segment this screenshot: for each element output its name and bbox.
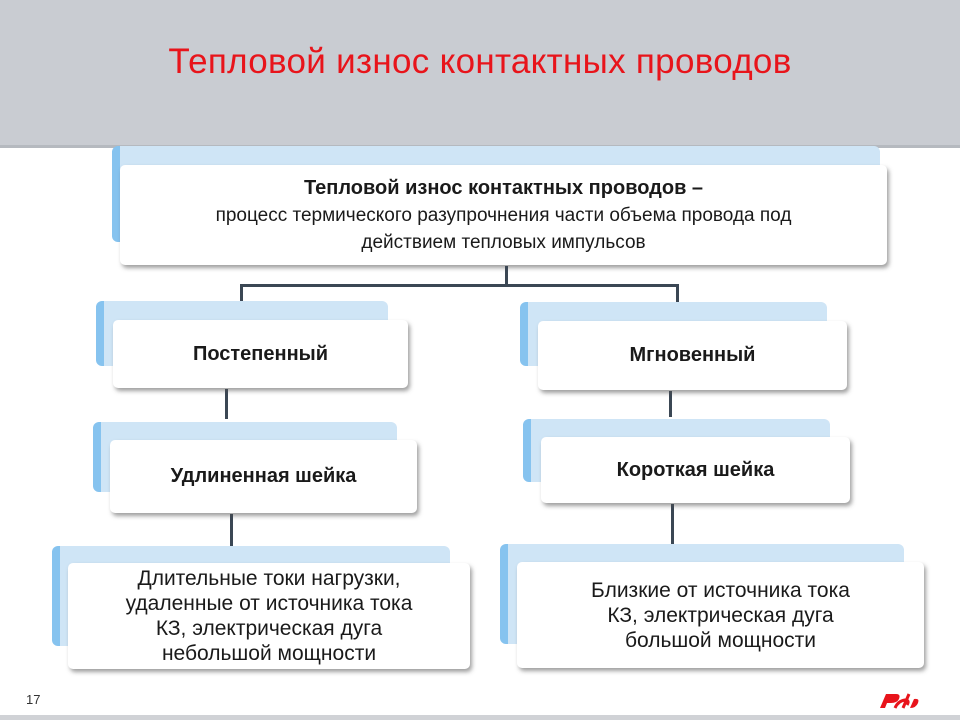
connector-right-drop [676,284,679,302]
connector-left-form-to-cause [230,514,233,546]
left-form-box [110,440,417,513]
left-form-label: Удлиненная шейка [170,465,357,487]
rzd-logo-icon [876,690,924,717]
slide-title: Тепловой износ контактных проводов [168,42,792,81]
right-type-box [538,321,847,390]
right-cause-line-3: большой мощности [624,628,817,652]
connector-horizontal [240,284,679,287]
definition-text-line-2: действием тепловых импульсов [361,231,646,253]
right-cause-line-1: Близкие от источника тока [591,578,850,602]
connector-right-form-to-cause [671,504,674,544]
definition-term: Тепловой износ контактных проводов – [303,176,704,199]
left-cause-line-1: Длительные токи нагрузки, [137,567,401,590]
definition-text-line-1: процесс термического разупрочнения части объема провода под [215,204,792,226]
right-form-box [541,437,850,503]
right-cause-line-2: КЗ, электрическая дуга [607,603,834,627]
left-type-label: Постепенный [192,342,329,365]
left-cause-box [68,563,470,669]
page-number: 17 [26,692,41,707]
left-cause-line-4: небольшой мощности [161,642,377,665]
footer-band [0,715,960,720]
right-form-label: Короткая шейка [616,458,775,481]
left-type-box [113,320,408,388]
connector-root-stem [505,266,508,286]
left-cause-line-3: КЗ, электрическая дуга [155,617,383,640]
connector-left-type-to-form [225,389,228,419]
connector-right-type-to-form [669,391,672,417]
right-cause-box [517,562,924,668]
left-cause-line-2: удаленные от источника тока [125,592,413,615]
definition-box [120,165,887,265]
right-type-label: Мгновенный [629,344,756,366]
connector-left-drop [240,284,243,301]
